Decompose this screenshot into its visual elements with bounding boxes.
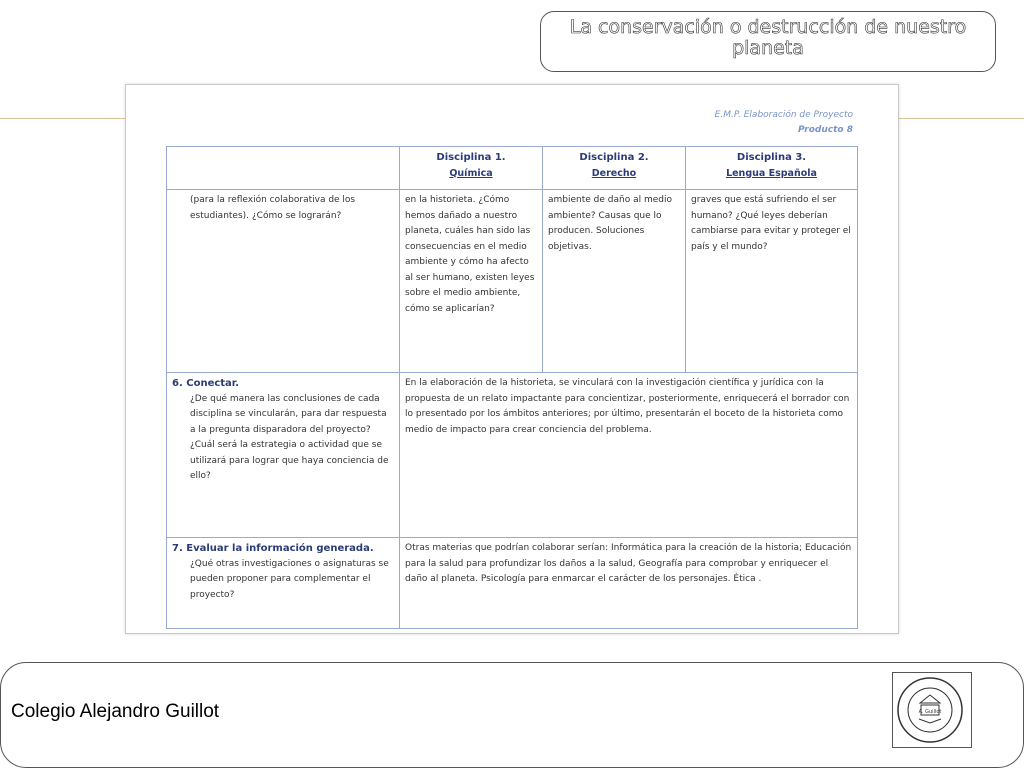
document-image xyxy=(125,84,899,634)
discipline-3-subject: Lengua Española xyxy=(726,167,817,179)
row2-answer: En la elaboración de la historieta, se vinculará con la investigación científica y jurídica con la propuesta de un relato impactante para concientizar, posteriormente, enriquecerá el borrador con lo presentado por los ámbitos anteriores; por último, presentarán el boceto de la historieta como medio de impacto para crear conciencia del problema. xyxy=(400,373,858,538)
row2-question xyxy=(167,373,400,538)
slide-title: La conservación o destrucción de nuestro planeta xyxy=(540,11,996,72)
school-name: Colegio Alejandro Guillot xyxy=(11,701,220,722)
discipline-2-subject: Derecho xyxy=(591,167,637,179)
table-row xyxy=(167,190,858,373)
discipline-1-header xyxy=(400,147,543,190)
seal-icon xyxy=(893,673,971,747)
row1-quimica: en la historieta. ¿Cómo hemos dañado a nuestro planeta, cuáles han sido las consecuencias en el medio ambiente y cómo ha afecto al ser humano, existen leyes sobre el medio ambiente, cómo se aplicarían? xyxy=(400,190,543,373)
decor-line-left xyxy=(0,118,125,119)
project-table xyxy=(166,146,858,629)
discipline-3-header xyxy=(686,147,858,190)
step-6-question: ¿De qué manera las conclusiones de cada disciplina se vincularán, para dar respuesta a la pregunta disparadora del proyecto? ¿Cuál será la estrategia o actividad que se utilizará para lograr que haya conciencia de ello? xyxy=(190,393,389,481)
discipline-3-title: Disciplina 3. xyxy=(736,152,807,163)
row1-derecho: ambiente de daño al medio ambiente? Causas que lo producen. Soluciones objetivas. xyxy=(543,190,686,373)
decor-line-right xyxy=(899,118,1024,119)
row1-lengua: graves que está sufriendo el ser humano? ¿Qué leyes deberían cambiarse para evitar y proteger el país y el mundo? xyxy=(686,190,858,373)
discipline-2-header xyxy=(543,147,686,190)
table-row xyxy=(167,373,858,538)
step-6-heading: 6. Conectar. xyxy=(172,378,240,389)
table-header-empty xyxy=(167,147,400,190)
school-seal xyxy=(892,672,972,748)
discipline-1-title: Disciplina 1. xyxy=(436,152,506,163)
step-7-heading: 7. Evaluar la información generada. xyxy=(172,543,374,554)
table-header-row xyxy=(167,147,858,190)
table-row xyxy=(167,538,858,629)
discipline-2-title: Disciplina 2. xyxy=(579,152,649,163)
step-7-question: ¿Qué otras investigaciones o asignaturas se pueden proponer para complementar el proyecto? xyxy=(190,558,389,600)
document-header xyxy=(715,108,853,138)
seal-label: A. Guillot xyxy=(918,709,942,715)
row3-answer: Otras materias que podrían colaborar serían: Informática para la creación de la historia; Educación para la salud para profundizar los daños a la salud, Geografía para comprobar y enriquecer el daño al planeta. Psicología para enmarcar el carácter de los personajes. Ética . xyxy=(400,538,858,629)
row1-question: (para la reflexión colaborativa de los estudiantes). ¿Cómo se lograrán? xyxy=(167,190,400,373)
discipline-1-subject: Química xyxy=(449,167,493,179)
document-header-line2: Producto 8 xyxy=(797,125,853,135)
row3-question xyxy=(167,538,400,629)
document-header-line1: E.M.P. Elaboración de Proyecto xyxy=(714,110,853,120)
